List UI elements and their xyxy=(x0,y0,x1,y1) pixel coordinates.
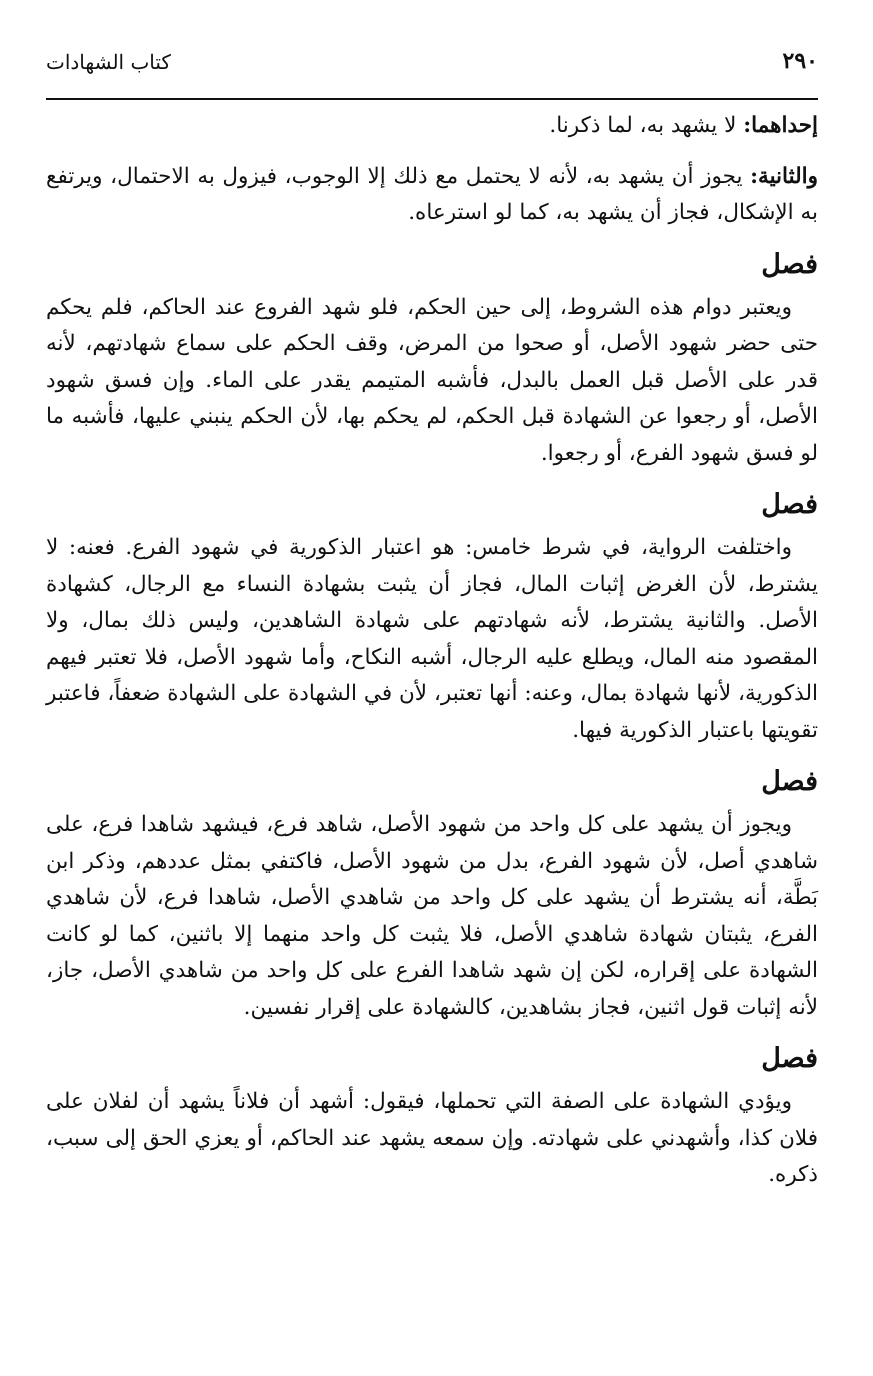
opening-paragraph-second xyxy=(46,159,818,232)
page-number: ٢٩٠ xyxy=(782,48,818,74)
paragraph-lead: إحداهما: xyxy=(743,113,818,138)
paragraph-text: يجوز أن يشهد به، لأنه لا يحتمل مع ذلك إلا الوجوب، فيزول به الاحتمال، ويرتفع به الإشكال، فجاز أن يشهد به، كما لو استرعاه. xyxy=(46,163,818,225)
header-rule xyxy=(46,98,818,100)
section-paragraph: ويجوز أن يشهد على كل واحد من شهود الأصل، شاهد فرع، فيشهد شاهدا فرع، على شاهدي أصل، لأن شهود الفرع، بدل من شهود الأصل، فاكتفي بمثل عددهم، وذكر ابن بَطَّة، أنه يشترط أن يشهد على كل واحد من شاهدي الأصل، شاهدا فرع، لأن شاهدي الفرع، يثبتان شهادة شاهدي الأصل، فلا يثبت كل واحد منهما إلا باثنين، كما لو كانت الشهادة على إقراره، لكن إن شهد شاهدا الفرع على كل واحد من شاهدي الأصل، جاز، لأنه إثبات قول اثنين، فجاز بشاهدين، كالشهادة على إقرار نفسين. xyxy=(46,812,818,1020)
section-paragraph: ويعتبر دوام هذه الشروط، إلى حين الحكم، فلو شهد الفروع عند الحاكم، فلم يحكم حتى حضر شهود الأصل، أو صحوا من المرض، وقف الحكم على سماع شهادتهم، لأنه قدر على الأصل قبل العمل بالبدل، فأشبه المتيمم يقدر على الماء. وإن فسق شهود الأصل، أو رجعوا عن الشهادة قبل الحكم، لم يحكم بها، لأن الحكم ينبني عليها، فأشبه ما لو فسق شهود الفرع، أو رجعوا. xyxy=(46,294,818,466)
section-heading: فصل xyxy=(761,766,818,797)
section-heading: فصل xyxy=(761,489,818,520)
section-paragraph: ويؤدي الشهادة على الصفة التي تحملها، فيقول: أشهد أن فلاناً يشهد أن لفلان على فلان كذا، وأشهدني على شهادته. وإن سمعه يشهد عند الحاكم، أو يعزي الحق إلى سبب، ذكره. xyxy=(46,1089,818,1187)
paragraph-lead: والثانية: xyxy=(750,163,818,189)
section-heading: فصل xyxy=(761,248,818,280)
section-heading: فصل xyxy=(761,1043,818,1074)
paragraph-text: لا يشهد به، لما ذكرنا. xyxy=(549,113,744,138)
running-title: كتاب الشهادات xyxy=(46,50,171,74)
opening-paragraph-first xyxy=(46,108,818,145)
page-header xyxy=(46,48,818,88)
section-paragraph: واختلفت الرواية، في شرط خامس: هو اعتبار الذكورية في شهود الفرع. فعنه: لا يشترط، لأن الغرض إثبات المال، فجاز أن يثبت بشهادة النساء مع الرجال، كشهادة الأصل. والثانية يشترط، لأنه شهادتهم على شهادة الشاهدين، وليس ذلك بمال، ولا المقصود منه المال، ويطلع عليه الرجال، أشبه النكاح، وأما شهود الأصل، فلا تعتبر فيهم الذكورية، لأنها شهادة بمال، وعنه: أنها تعتبر، لأن في الشهادة على الشهادة ضعفاً، فاعتبر تقويتها باعتبار الذكورية فيها. xyxy=(46,535,818,743)
page-body xyxy=(46,108,818,1194)
